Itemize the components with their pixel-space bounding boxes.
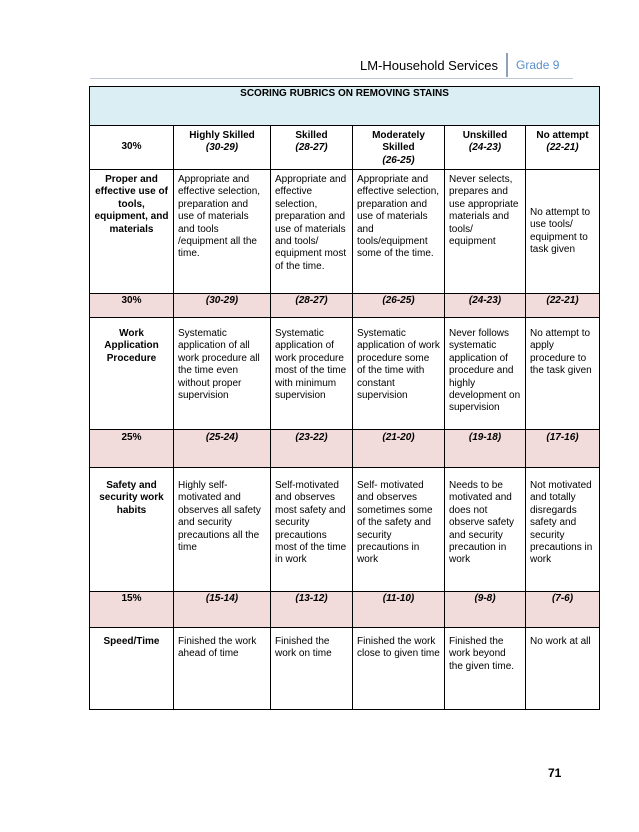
score-cell: (7-6)	[526, 592, 600, 628]
level-highly-skilled	[174, 126, 271, 170]
score-cell: (26-25)	[353, 294, 445, 318]
criterion-row	[90, 318, 600, 430]
level-name: Skilled	[295, 130, 328, 141]
level-range: (24-23)	[468, 142, 502, 154]
table-title: SCORING RUBRICS ON REMOVING STAINS	[90, 87, 600, 126]
level-moderately-skilled	[353, 126, 445, 170]
descriptor-cell: Not motivated and totally disregards safety and security precautions in work	[526, 468, 600, 592]
score-cell: (17-16)	[526, 430, 600, 468]
descriptor-cell: Never selects, prepares and use appropriate materials and tools/ equipment	[445, 170, 526, 294]
score-cell: (13-12)	[271, 592, 353, 628]
score-row	[90, 592, 600, 628]
weight-cell: 15%	[90, 592, 174, 628]
criterion-name: Safety and security work habits	[90, 468, 174, 592]
page-header	[360, 52, 559, 78]
level-range: (28-27)	[295, 142, 328, 154]
descriptor-cell: Systematic application of all work procedure all the time even without proper supervision	[174, 318, 271, 430]
header-rule	[90, 78, 573, 79]
score-cell: (19-18)	[445, 430, 526, 468]
descriptor-cell: Appropriate and effective selection, preparation and use of materials and tools/equipment some of the time.	[353, 170, 445, 294]
score-cell: (23-22)	[271, 430, 353, 468]
scoring-rubric-table	[89, 86, 600, 710]
score-cell: (30-29)	[174, 294, 271, 318]
descriptor-cell: No attempt to use tools/ equipment to task given	[526, 170, 600, 294]
score-row	[90, 430, 600, 468]
descriptor-cell: No work at all	[526, 628, 600, 710]
weight-cell: 25%	[90, 430, 174, 468]
criterion-name: Proper and effective use of tools, equipment, and materials	[90, 170, 174, 294]
criterion-row	[90, 170, 600, 294]
level-name: Moderately Skilled	[372, 130, 425, 154]
table-title-row	[90, 87, 600, 126]
descriptor-cell: Needs to be motivated and does not observe safety and security precaution in work	[445, 468, 526, 592]
score-cell: (21-20)	[353, 430, 445, 468]
descriptor-cell: Appropriate and effective selection, preparation and use of materials and tools/ equipment most of the time.	[271, 170, 353, 294]
page-number: 71	[548, 766, 562, 780]
level-skilled	[271, 126, 353, 170]
descriptor-cell: Never follows systematic application of procedure and highly development on supervision	[445, 318, 526, 430]
descriptor-cell: Finished the work ahead of time	[174, 628, 271, 710]
level-unskilled	[445, 126, 526, 170]
criterion-name: Work Application Procedure	[90, 318, 174, 430]
level-range: (30-29)	[205, 142, 239, 154]
score-cell: (24-23)	[445, 294, 526, 318]
level-range: (22-21)	[546, 142, 579, 154]
descriptor-cell: Self- motivated and observes sometimes some of the safety and security precautions in work	[353, 468, 445, 592]
score-row	[90, 294, 600, 318]
criterion-name: Speed/Time	[90, 628, 174, 710]
level-name: No attempt	[536, 130, 589, 141]
score-cell: (28-27)	[271, 294, 353, 318]
descriptor-cell: Appropriate and effective selection, preparation and use of materials and tools /equipment all the time.	[174, 170, 271, 294]
score-cell: (22-21)	[526, 294, 600, 318]
descriptor-cell: Self-motivated and observes most safety and security precautions most of the time in work	[271, 468, 353, 592]
descriptor-cell: Finished the work close to given time	[353, 628, 445, 710]
descriptor-cell: No attempt to apply procedure to the task given	[526, 318, 600, 430]
level-range: (26-25)	[382, 154, 415, 166]
module-title: LM-Household Services	[360, 57, 499, 73]
score-cell: (15-14)	[174, 592, 271, 628]
level-no-attempt	[526, 126, 600, 170]
weight-cell: 30%	[90, 126, 174, 170]
level-name: Unskilled	[462, 130, 508, 141]
descriptor-cell: Finished the work beyond the given time.	[445, 628, 526, 710]
level-name: Highly Skilled	[189, 130, 255, 141]
criterion-row	[90, 468, 600, 592]
score-cell: (9-8)	[445, 592, 526, 628]
weight-cell: 30%	[90, 294, 174, 318]
descriptor-cell: Finished the work on time	[271, 628, 353, 710]
descriptor-cell: Systematic application of work procedure most of the time with minimum supervision	[271, 318, 353, 430]
score-cell: (11-10)	[353, 592, 445, 628]
level-header-row	[90, 126, 600, 170]
criterion-row	[90, 628, 600, 710]
score-cell: (25-24)	[174, 430, 271, 468]
descriptor-cell: Highly self-motivated and observes all safety and security precautions all the time	[174, 468, 271, 592]
descriptor-cell: Systematic application of work procedure some of the time with constant supervision	[353, 318, 445, 430]
grade-label: Grade 9	[516, 58, 560, 72]
